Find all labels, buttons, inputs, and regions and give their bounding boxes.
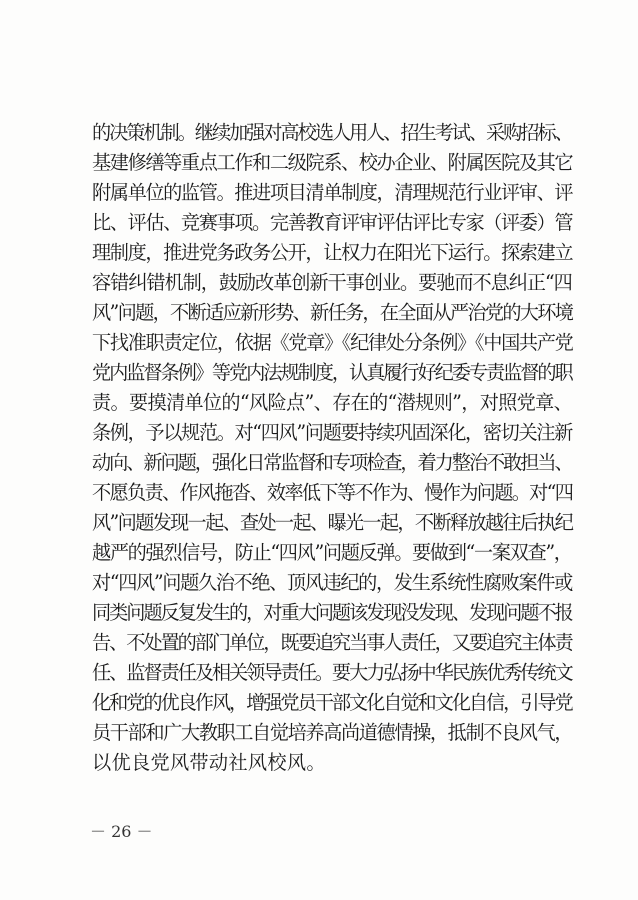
text-line: 容错纠错机制，鼓励改革创新干事创业。要驰而不息纠正“四 xyxy=(92,271,572,294)
text-line: 条例，予以规范。对“四风”问题要持续巩固深化，密切关注新 xyxy=(92,421,572,444)
text-line: 责。要摸清单位的“风险点”、存在的“潜规则”，对照党章、 xyxy=(92,391,573,414)
text-line: 动向、新问题，强化日常监督和专项检查，着力整治不敢担当、 xyxy=(92,451,572,474)
text-line: 以优良党风带动社风校风。 xyxy=(92,751,326,774)
text-line: 员干部和广大教职工自觉培养高尚道德情操，抵制不良风气， xyxy=(92,721,573,744)
text-line: 比、评估、竞赛事项。完善教育评审评估评比专家（评委）管 xyxy=(92,211,573,234)
text-line: 风”问题发现一起、查处一起、曝光一起，不断释放越往后执纪 xyxy=(92,511,573,534)
text-line: 下找准职责定位，依据《党章》《纪律处分条例》《中国共产党 xyxy=(92,331,573,354)
text-line: 告、不处置的部门单位，既要追究当事人责任，又要追究主体责 xyxy=(92,631,572,654)
page-number: － 26 － xyxy=(90,822,153,841)
text-line: 附属单位的监管。推进项目清单制度，清理规范行业评审、评 xyxy=(92,181,573,204)
text-line: 对“四风”问题久治不绝、顶风违纪的，发生系统性腐败案件或 xyxy=(92,571,572,594)
text-line: 任、监督责任及相关领导责任。要大力弘扬中华民族优秀传统文 xyxy=(92,661,572,684)
text-line: 理制度，推进党务政务公开，让权力在阳光下运行。探索建立 xyxy=(92,241,573,264)
body-paragraph xyxy=(92,118,572,778)
text-line: 同类问题反复发生的，对重大问题该发现没发现、发现问题不报 xyxy=(92,601,572,624)
text-line: 基建修缮等重点工作和二级院系、校办企业、附属医院及其它 xyxy=(92,151,573,174)
text-line: 越严的强烈信号，防止“四风”问题反弹。要做到“一案双查”， xyxy=(92,541,572,564)
text-line: 的决策机制。继续加强对高校选人用人、招生考试、采购招标、 xyxy=(92,121,572,144)
text-line: 风”问题，不断适应新形势、新任务，在全面从严治党的大环境 xyxy=(92,301,573,324)
text-line: 不愿负责、作风拖沓、效率低下等不作为、慢作为问题。对“四 xyxy=(92,481,573,504)
text-line: 化和党的优良作风，增强党员干部文化自觉和文化自信，引导党 xyxy=(92,691,572,714)
text-line: 党内监督条例》等党内法规制度，认真履行好纪委专责监督的职 xyxy=(92,361,572,384)
